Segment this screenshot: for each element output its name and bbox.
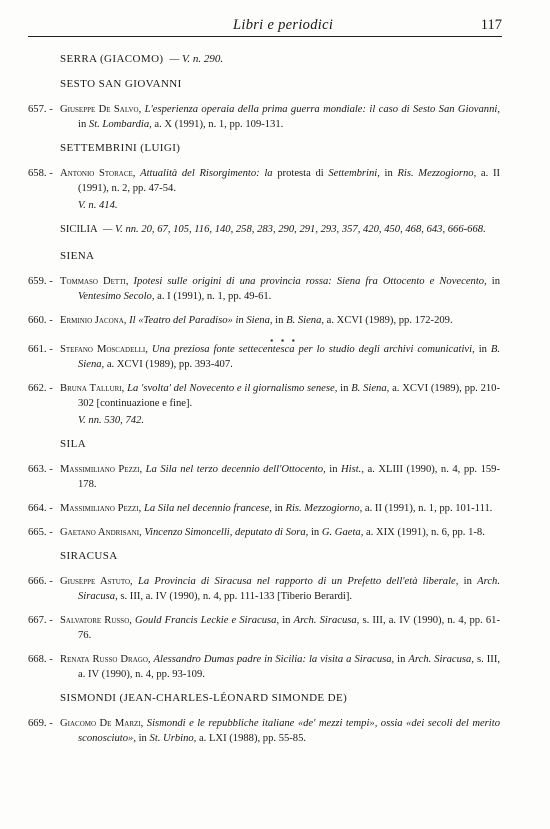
work-title: La Sila nel decennio francese, <box>143 503 272 514</box>
work-title: Vincenzo Simoncelli, deputato di Sora, <box>144 527 309 538</box>
in-text: in <box>474 344 491 355</box>
cross-reference: V. nn. 530, 742. <box>78 415 145 426</box>
entry-664 <box>28 501 500 516</box>
work-title: La 'svolta' del Novecento e il giornalismo senese, <box>127 383 338 394</box>
entry-text <box>60 274 500 304</box>
entry-number: 658. - <box>28 168 53 179</box>
heading-sesto: SESTO SAN GIOVANNI <box>60 78 182 90</box>
author: Tommaso Detti, <box>60 276 129 287</box>
in-text: in <box>325 464 342 475</box>
author: Giacomo De Marzi, <box>60 718 144 729</box>
heading-siracusa: SIRACUSA <box>60 550 118 562</box>
entry-667 <box>28 613 500 643</box>
author: Salvatore Russo, <box>60 615 132 626</box>
entry-number: 669. - <box>28 718 53 729</box>
entry-658 <box>28 166 500 213</box>
entry-text <box>60 613 500 643</box>
author: Bruna Talluri, <box>60 383 125 394</box>
entry-659 <box>28 274 500 304</box>
citation-details: a. XCVI (1989), pp. 210-302 [continuazione e fine]. <box>78 383 501 409</box>
in-text: in <box>272 315 287 326</box>
journal: B. Siena, <box>351 383 390 394</box>
entry-665 <box>28 525 500 540</box>
work-title: L'esperienza operaia della prima guerra mondiale: il caso di Sesto San Giovanni, <box>144 104 500 115</box>
work-title: La Sila nel terzo decennio dell'Ottocento, <box>145 464 326 475</box>
heading-serra <box>60 52 500 67</box>
heading-settembrini: SETTEMBRINI (LUIGI) <box>60 142 181 154</box>
entry-text <box>60 381 500 411</box>
cross-reference: — V. nn. 20, 67, 105, 116, 140, 258, 283, 290, 291, 293, 357, 420, 450, 468, 643, 666-668. <box>102 224 486 235</box>
entry-number: 668. - <box>28 654 53 665</box>
entry-669 <box>28 716 500 746</box>
entry-number: 657. - <box>28 104 53 115</box>
author: Antonio Storace, <box>60 168 136 179</box>
journal: Ventesimo Secolo, <box>78 291 155 302</box>
bibliography-content <box>28 52 500 755</box>
in-text: in <box>337 383 352 394</box>
journal: St. Lombardia, <box>88 119 152 130</box>
heading-serra-name: SERRA (GIACOMO) <box>60 53 164 65</box>
journal: St. Urbino, <box>149 733 197 744</box>
citation-details: a. XCVI (1989), pp. 172-209. <box>324 315 453 326</box>
journal: Arch. Siracusa, <box>293 615 360 626</box>
cross-reference: V. n. 414. <box>78 200 118 211</box>
citation-details: a. XCVI (1989), pp. 393-407. <box>104 359 233 370</box>
in-text: in <box>308 527 322 538</box>
running-header <box>28 16 502 37</box>
journal: B. Siena, <box>286 315 325 326</box>
entry-661 <box>28 342 500 372</box>
entry-text <box>60 342 500 372</box>
entry-text <box>60 166 500 196</box>
work-title-end: Settembrini, <box>328 168 380 179</box>
author: Massimiliano Pezzi, <box>60 464 143 475</box>
page-number: 117 <box>480 17 502 33</box>
citation-details: a. XLIII (1990), n. 4, pp. 159-178. <box>78 464 500 490</box>
entry-657 <box>28 102 500 132</box>
entry-number: 665. - <box>28 527 53 538</box>
work-title: Gould Francis Leckie e Siracusa, <box>135 615 280 626</box>
author: Giuseppe Astuto, <box>60 576 133 587</box>
entry-text <box>60 462 500 492</box>
entry-666 <box>28 574 500 604</box>
author: Massimiliano Pezzi, <box>60 503 142 514</box>
in-text: in <box>279 615 294 626</box>
work-title: Una preziosa fonte settecentesca per lo studio degli archivi comunicativi, <box>151 344 475 355</box>
journal: G. Gaeta, <box>321 527 364 538</box>
author: Stefano Moscadelli, <box>60 344 148 355</box>
in-text: in <box>394 654 409 665</box>
entry-text <box>60 102 500 132</box>
citation-details: s. III, a. IV (1990), n. 4, pp. 111-133 [Tiberio Berardi]. <box>117 591 353 602</box>
journal: Hist., <box>341 464 364 475</box>
citation-details: a. LXI (1988), pp. 55-85. <box>196 733 307 744</box>
entry-number: 666. - <box>28 576 53 587</box>
work-title: Ipotesi sulle origini di una provincia rossa: Siena fra Ottocento e Novecento, <box>133 276 487 287</box>
entry-number: 662. - <box>28 383 53 394</box>
citation-details: a. I (1991), n. 1, pp. 49-61. <box>154 291 272 302</box>
entry-number: 667. - <box>28 615 53 626</box>
citation-details: a. II (1991), n. 2, pp. 47-54. <box>78 168 500 194</box>
title-roman-part: protesta di <box>272 168 329 179</box>
entry-number: 664. - <box>28 503 53 514</box>
entry-number: 661. - <box>28 344 53 355</box>
journal: B. Siena, <box>78 344 501 370</box>
work-title: Alessandro Dumas padre in Sicilia: la visita a Siracusa, <box>153 654 395 665</box>
heading-sicilia-name: SICILIA <box>60 224 98 235</box>
in-text: in <box>379 168 398 179</box>
citation-details: a. X (1991), n. 1, pp. 109-131. <box>151 119 284 130</box>
journal: Ris. Mezzogiorno, <box>397 168 477 179</box>
heading-sismondi: SISMONDI (JEAN-CHARLES-LÉONARD SIMONDE DE) <box>60 692 348 704</box>
journal: Arch. Siracusa, <box>78 576 500 602</box>
entry-number: 663. - <box>28 464 53 475</box>
entry-text <box>60 716 500 746</box>
work-title: Il «Teatro del Paradiso» in Siena, <box>129 315 273 326</box>
heading-sila: SILA <box>60 438 87 450</box>
work-title: La Provincia di Siracusa nel rapporto di un Prefetto dell'età liberale, <box>137 576 459 587</box>
citation-details: a. XIX (1991), n. 6, pp. 1-8. <box>363 527 485 538</box>
entry-text <box>60 313 500 328</box>
entry-text <box>60 501 500 516</box>
work-title: Sismondi e le repubbliche italiane «de' mezzi tempi», ossia «dei secoli del merito sconosciuto», <box>78 718 500 744</box>
author: Renata Russo Drago, <box>60 654 151 665</box>
in-text: in <box>486 276 501 287</box>
entry-662 <box>28 381 500 428</box>
cross-reference: — V. n. 290. <box>169 53 224 65</box>
author: Erminio Jacona, <box>60 315 127 326</box>
in-text: in <box>458 576 478 587</box>
heading-siena: SIENA <box>60 250 95 262</box>
entry-number: 660. - <box>28 315 53 326</box>
author: Gaetano Andrisani, <box>60 527 142 538</box>
journal: Arch. Siracusa, <box>408 654 474 665</box>
entry-text <box>60 525 500 540</box>
entry-number: 659. - <box>28 276 53 287</box>
citation-details: a. II (1991), n. 1, pp. 101-111. <box>362 503 493 514</box>
running-title: Libri e periodici <box>233 17 334 33</box>
entry-663 <box>28 462 500 492</box>
citation-details: s. III, a. IV (1990), n. 4, pp. 61-76. <box>78 615 501 641</box>
entry-text <box>60 652 500 682</box>
entry-660 <box>28 313 500 328</box>
author: Giuseppe De Salvo, <box>60 104 142 115</box>
printer-mark: ▪ ▪ ▪ <box>270 336 298 345</box>
journal: Ris. Mezzogiorno, <box>285 503 363 514</box>
entry-668 <box>28 652 500 682</box>
heading-sicilia <box>60 222 500 237</box>
in-text: in <box>78 119 89 130</box>
entry-text <box>60 574 500 604</box>
citation-details: s. III, a. IV (1990), n. 4, pp. 93-109. <box>78 654 500 680</box>
in-text: in <box>135 733 150 744</box>
in-text: in <box>271 503 286 514</box>
work-title: Attualità del Risorgimento: la <box>140 168 273 179</box>
